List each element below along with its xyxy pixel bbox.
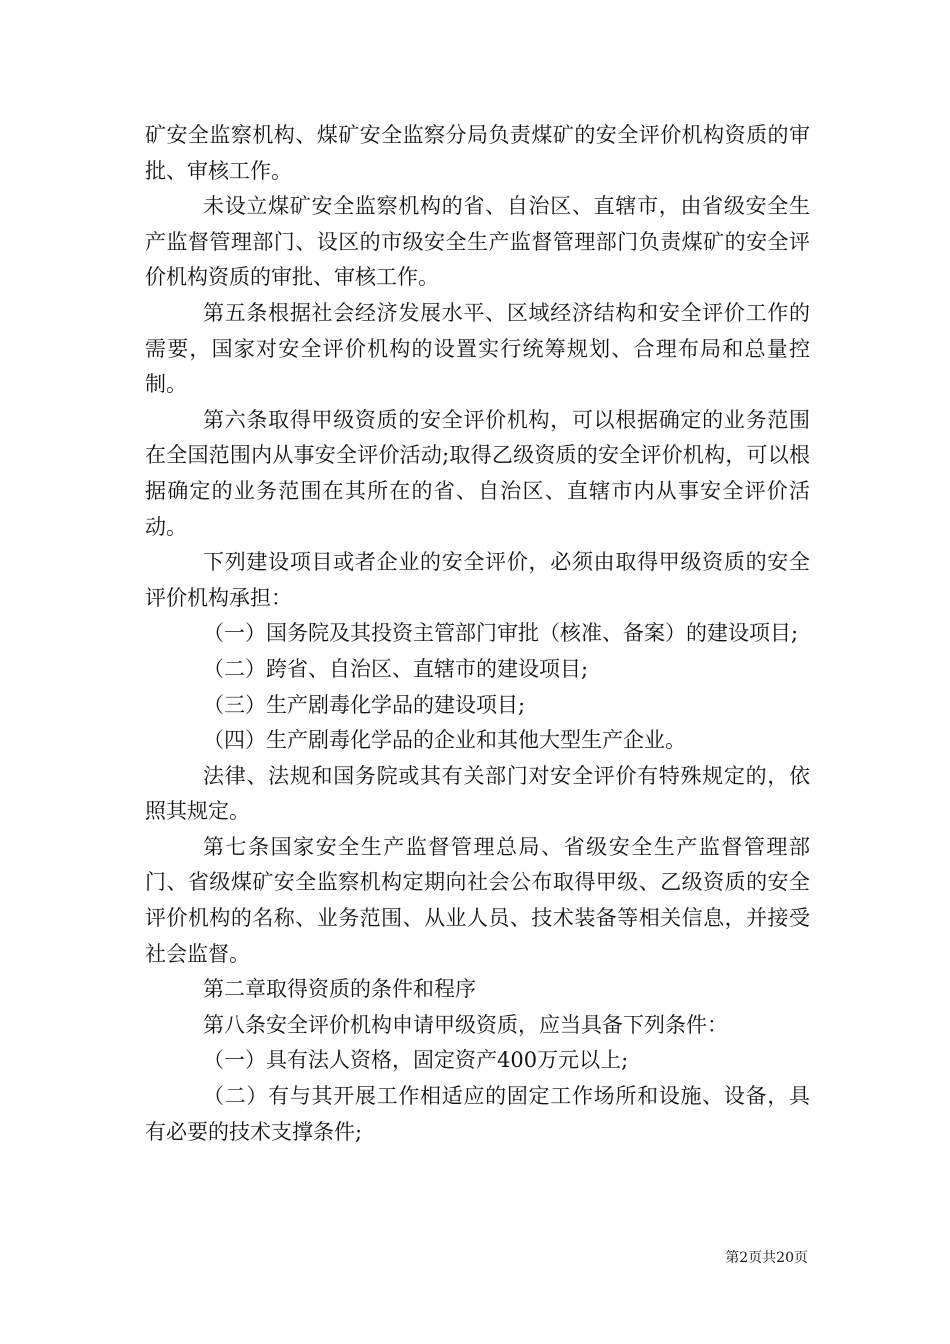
condition-item-2: （二）有与其开展工作相适应的固定工作场所和设施、设备，具有必要的技术支撑条件; — [145, 1084, 810, 1144]
paragraph-2: 未设立煤矿安全监察机构的省、自治区、直辖市，由省级安全生产监督管理部门、设区的市级安全生产监督管理部门负责煤矿的安全评价机构资质的审批、审核工作。 — [145, 194, 810, 290]
paragraph-1: 矿安全监察机构、煤矿安全监察分局负责煤矿的安全评价机构资质的审批、审核工作。 — [145, 123, 810, 183]
paragraph-article-5: 第五条根据社会经济发展水平、区域经济结构和安全评价工作的需要，国家对安全评价机构的设置实行统筹规划、合理布局和总量控制。 — [145, 300, 810, 397]
list-item-1: （一）国务院及其投资主管部门审批（核准、备案）的建设项目; — [203, 621, 799, 646]
page-number: 第2页共20页 — [725, 1250, 808, 1266]
list-item-4: （四）生产剧毒化学品的企业和其他大型生产企业。 — [203, 728, 686, 753]
paragraph-article-6: 第六条取得甲级资质的安全评价机构，可以根据确定的业务范围在全国范围内从事安全评价活动;取得乙级资质的安全评价机构，可以根据确定的业务范围在其所在的省、自治区、直辖市内从事安全评价活动。 — [145, 407, 810, 539]
document-body — [145, 118, 810, 1150]
condition-item-1: （一）具有法人资格，固定资产400万元以上; — [203, 1048, 629, 1073]
list-item-2: （二）跨省、自治区、直辖市的建设项目; — [203, 656, 589, 681]
paragraph-special-rules: 法律、法规和国务院或其有关部门对安全评价有特殊规定的，依照其规定。 — [145, 763, 810, 824]
paragraph-article-7: 第七条国家安全生产监督管理总局、省级安全生产监督管理部门、省级煤矿安全监察机构定期向社会公布取得甲级、乙级资质的安全评价机构的名称、业务范围、从业人员、技术装备等相关信息，并接受社会监督。 — [145, 834, 810, 966]
list-item-3: （三）生产剧毒化学品的建设项目; — [203, 692, 526, 717]
paragraph-article-8: 第八条安全评价机构申请甲级资质，应当具备下列条件： — [203, 1012, 728, 1037]
chapter-heading: 第二章取得资质的条件和程序 — [203, 977, 476, 1002]
paragraph-list-intro: 下列建设项目或者企业的安全评价，必须由取得甲级资质的安全评价机构承担： — [145, 550, 810, 610]
